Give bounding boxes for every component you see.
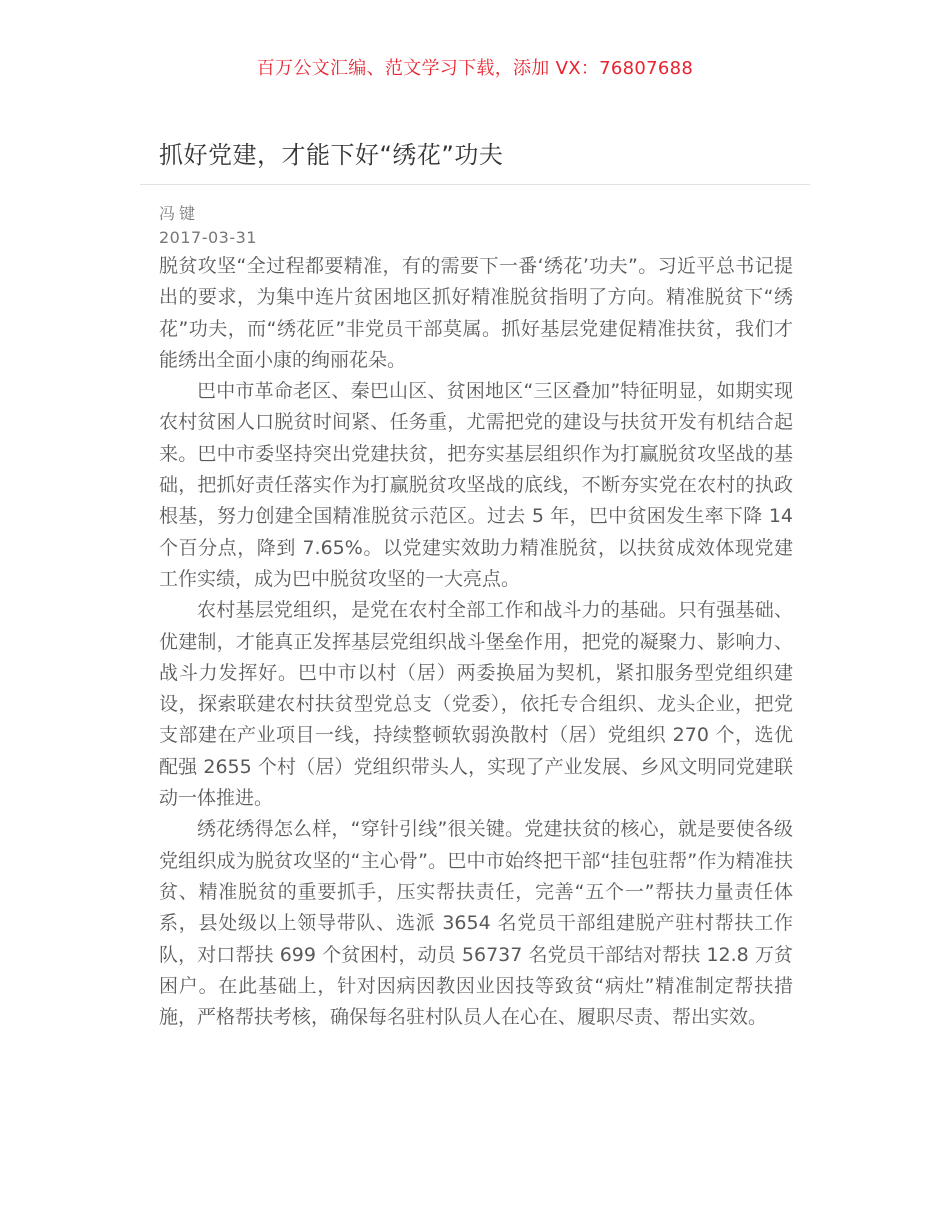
paragraph: 脱贫攻坚“全过程都要精准，有的需要下一番‘绣花’功夫”。习近平总书记提出的要求，为集中连片贫困地区抓好精准脱贫指明了方向。精准脱贫下“绣花”功夫，而“绣花匠”非党员干部莫属。抓好基层党建促精准扶贫，我们才能绣出全面小康的绚丽花朵。 — [159, 255, 793, 371]
title-divider — [140, 184, 810, 185]
download-banner: 百万公文汇编、范文学习下载，添加 VX：76807688 — [256, 58, 694, 79]
paragraph: 绣花绣得怎么样，“穿针引线”很关键。党建扶贫的核心，就是要使各级党组织成为脱贫攻坚的“主心骨”。巴中市始终把干部“挂包驻帮”作为精准扶贫、精准脱贫的重要抓手，压实帮扶责任，完善“五个一”帮扶力量责任体系，县处级以上领导带队、选派 3654 名党员干部组建脱产驻村帮扶工作队，对口帮扶 699 个贫困村，动员 56737 名党员干部结对帮扶 12.8 万贫困户。在此基础上，针对因病因教因业因技等致贫“病灶”精准制定帮扶措施，严格帮扶考核，确保每名驻村队员人在心在、履职尽责、帮出实效。 — [159, 818, 793, 1029]
article-date: 2017-03-31 — [159, 228, 257, 247]
paragraph: 巴中市革命老区、秦巴山区、贫困地区“三区叠加”特征明显，如期实现农村贫困人口脱贫时间紧、任务重，尤需把党的建设与扶贫开发有机结合起来。巴中市委坚持突出党建扶贫，把夯实基层组织作为打赢脱贫攻坚战的基础，把抓好责任落实作为打赢脱贫攻坚战的底线，不断夯实党在农村的执政根基，努力创建全国精准脱贫示范区。过去 5 年，巴中贫困发生率下降 14 个百分点，降到 7.65%。以党建实效助力精准脱贫，以扶贫成效体现党建工作实绩，成为巴中脱贫攻坚的一大亮点。 — [159, 380, 793, 590]
article-body — [159, 251, 793, 1033]
article-title: 抓好党建，才能下好“绣花”功夫 — [159, 141, 504, 169]
article-author: 冯键 — [159, 204, 200, 223]
paragraph: 农村基层党组织，是党在农村全部工作和战斗力的基础。只有强基础、优建制，才能真正发挥基层党组织战斗堡垒作用，把党的凝聚力、影响力、战斗力发挥好。巴中市以村（居）两委换届为契机，紧扣服务型党组织建设，探索联建农村扶贫型党总支（党委），依托专合组织、龙头企业，把党支部建在产业项目一线，持续整顿软弱涣散村（居）党组织 270 个，选优配强 2655 个村（居）党组织带头人，实现了产业发展、乡风文明同党建联动一体推进。 — [159, 599, 793, 810]
